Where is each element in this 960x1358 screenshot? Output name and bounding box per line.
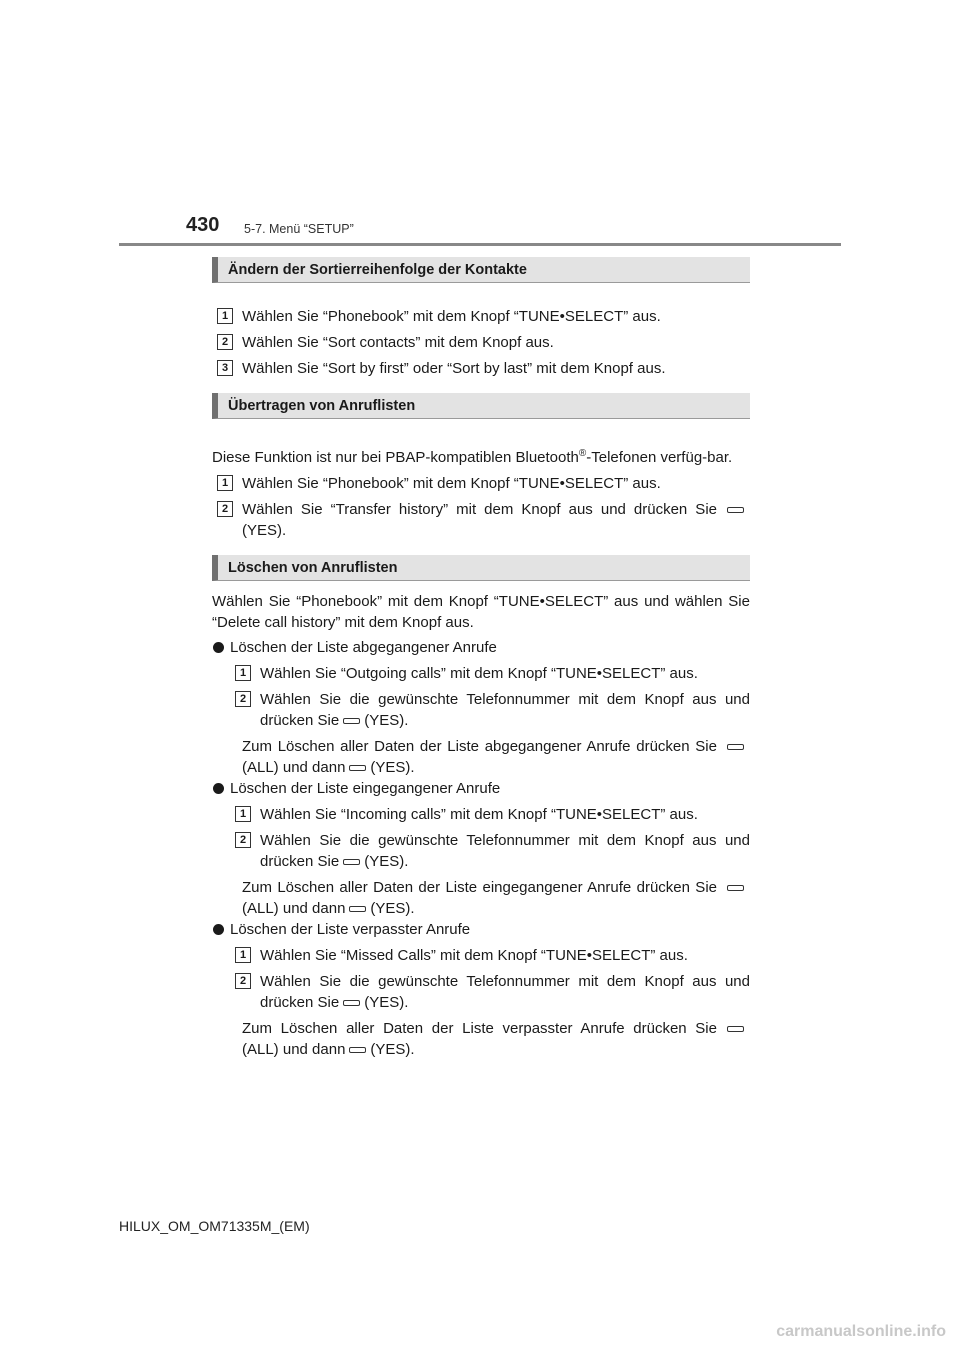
step-text: Wählen Sie die gewünschte Telefonnummer mit dem Knopf aus und drücken Sie (YES). <box>260 691 750 729</box>
header-rule <box>119 243 841 246</box>
intro-paragraph: Wählen Sie “Phonebook” mit dem Knopf “TUNE•SELECT” aus und wählen Sie “Delete call history” mit dem Knopf aus. <box>212 593 750 631</box>
button-icon <box>727 744 744 750</box>
intro-text: Diese Funktion ist nur bei PBAP-kompatiblen Bluetooth <box>212 449 579 466</box>
button-icon <box>727 507 744 513</box>
document-code: HILUX_OM_OM71335M_(EM) <box>119 1218 310 1234</box>
section-title-sort-order: Ändern der Sortierreihenfolge der Kontakte <box>212 257 750 283</box>
step-item <box>212 473 750 494</box>
step-number-badge: 2 <box>235 832 251 848</box>
bullet-icon <box>213 642 224 653</box>
button-icon <box>349 765 366 771</box>
step-text: Wählen Sie “Sort by first” oder “Sort by last” mit dem Knopf aus. <box>242 360 666 377</box>
bullet-icon <box>213 783 224 794</box>
button-icon <box>343 1000 360 1006</box>
button-icon <box>727 1026 744 1032</box>
bullet-text: Löschen der Liste abgegangener Anrufe <box>230 639 497 656</box>
step-text: Wählen Sie “Phonebook” mit dem Knopf “TUNE•SELECT” aus. <box>242 308 661 325</box>
bullet-text: Löschen der Liste verpasster Anrufe <box>230 921 471 938</box>
button-icon <box>343 718 360 724</box>
step-text: Wählen Sie “Sort contacts” mit dem Knopf aus. <box>242 334 554 351</box>
step-item <box>230 830 750 872</box>
step-item <box>230 804 750 825</box>
button-icon <box>349 1047 366 1053</box>
button-icon <box>727 885 744 891</box>
step-number-badge: 2 <box>217 501 233 517</box>
step-text: Wählen Sie die gewünschte Telefonnummer mit dem Knopf aus und drücken Sie (YES). <box>260 973 750 1011</box>
step-number-badge: 1 <box>217 475 233 491</box>
bullet-icon <box>213 924 224 935</box>
bullet-item <box>212 637 750 658</box>
step-item <box>212 358 750 379</box>
section-title-transfer-history: Übertragen von Anruflisten <box>212 393 750 419</box>
step-text: Wählen Sie “Missed Calls” mit dem Knopf “TUNE•SELECT” aus. <box>260 947 688 964</box>
step-number-badge: 3 <box>217 360 233 376</box>
note-text: Zum Löschen aller Daten der Liste eingegangener Anrufe drücken Sie (ALL) und dann (YES). <box>242 877 750 919</box>
step-text: Wählen Sie “Phonebook” mit dem Knopf “TUNE•SELECT” aus. <box>242 475 661 492</box>
section-title-delete-history: Löschen von Anruflisten <box>212 555 750 581</box>
content <box>212 257 750 1060</box>
intro-paragraph <box>212 443 750 468</box>
button-icon <box>349 906 366 912</box>
step-item <box>230 945 750 966</box>
step-text: Wählen Sie “Transfer history” mit dem Knopf aus und drücken Sie <box>242 501 717 518</box>
button-icon <box>343 859 360 865</box>
step-item <box>230 663 750 684</box>
step-text: Wählen Sie “Outgoing calls” mit dem Knopf “TUNE•SELECT” aus. <box>260 665 698 682</box>
step-item <box>212 306 750 327</box>
bullet-item <box>212 919 750 940</box>
step-item <box>212 332 750 353</box>
step-number-badge: 1 <box>235 806 251 822</box>
registered-mark: ® <box>578 448 587 459</box>
step-number-badge: 2 <box>235 973 251 989</box>
step-text: Wählen Sie “Incoming calls” mit dem Knopf “TUNE•SELECT” aus. <box>260 806 698 823</box>
step-number-badge: 1 <box>217 308 233 324</box>
step-item <box>230 971 750 1013</box>
section-path: 5-7. Menü “SETUP” <box>244 222 354 236</box>
step-number-badge: 2 <box>235 691 251 707</box>
page-number: 430 <box>186 214 220 236</box>
bullet-item <box>212 778 750 799</box>
step-item <box>212 499 750 541</box>
intro-text: -Telefonen verfüg-bar. <box>586 449 733 466</box>
note-text: Zum Löschen aller Daten der Liste verpasster Anrufe drücken Sie (ALL) und dann (YES). <box>242 1018 750 1060</box>
watermark: carmanualsonline.info <box>776 1323 946 1340</box>
step-text: Wählen Sie die gewünschte Telefonnummer mit dem Knopf aus und drücken Sie (YES). <box>260 832 750 870</box>
step-number-badge: 2 <box>217 334 233 350</box>
step-number-badge: 1 <box>235 665 251 681</box>
note-text: Zum Löschen aller Daten der Liste abgegangener Anrufe drücken Sie (ALL) und dann (YES). <box>242 736 750 778</box>
step-number-badge: 1 <box>235 947 251 963</box>
bullet-text: Löschen der Liste eingegangener Anrufe <box>230 780 501 797</box>
step-item <box>230 689 750 731</box>
step-text: (YES). <box>242 522 287 539</box>
